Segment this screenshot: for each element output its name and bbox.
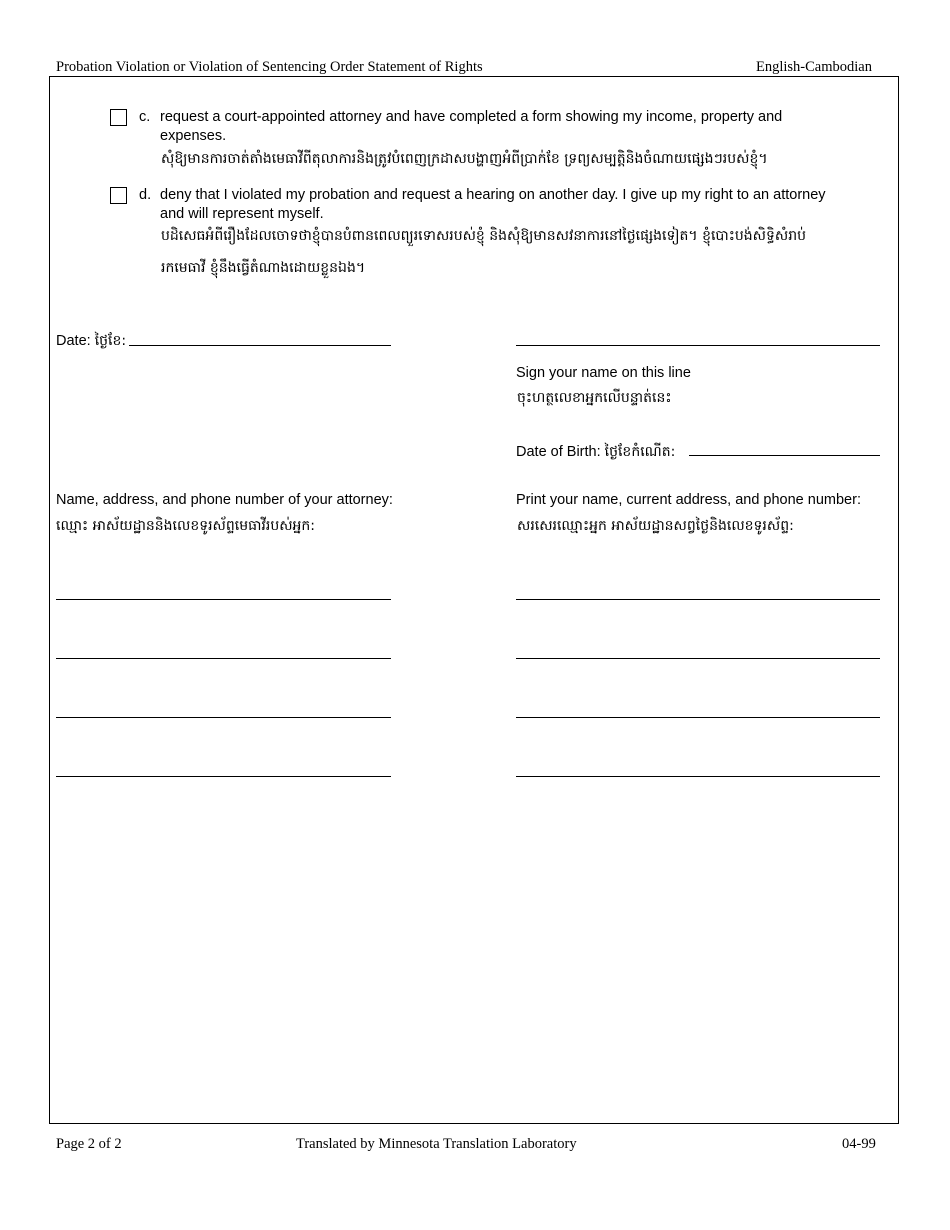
- language-label: English-Cambodian: [756, 59, 872, 75]
- signature-label-khmer: ចុះហត្ថលេខាអ្នកលើបន្ទាត់នេះ: [517, 390, 672, 406]
- option-c-text-line1: request a court-appointed attorney and have completed a form showing my income, property and: [160, 109, 783, 125]
- self-info-line-3[interactable]: [516, 717, 880, 718]
- option-d-text-line2: and will represent myself.: [160, 206, 324, 222]
- translation-credit: Translated by Minnesota Translation Laboratory: [296, 1136, 577, 1152]
- option-d-khmer-line2: រកមេធាវី ខ្ញុំនឹងធ្វើតំណាងដោយខ្លួនឯង។: [161, 260, 366, 276]
- self-info-label-khmer: សរសេរឈ្មោះអ្នក អាស័យដ្ឋានសព្វថ្ងៃនិងលេខទូរស័ព្ទ:: [517, 518, 794, 534]
- option-d-letter: d.: [139, 187, 152, 203]
- page-number: Page 2 of 2: [56, 1136, 122, 1152]
- dob-label-en: Date of Birth:: [516, 444, 601, 460]
- attorney-line-4[interactable]: [56, 776, 391, 777]
- dob-label: [516, 442, 675, 463]
- option-d-text-line1: deny that I violated my probation and request a hearing on another day. I give up my right to an attorney: [160, 187, 826, 203]
- self-info-label: Print your name, current address, and phone number:: [516, 492, 861, 508]
- option-c-text-line2: expenses.: [160, 128, 227, 144]
- option-d-khmer-line1: បដិសេធអំពីរឿងដែលចោទថាខ្ញុំបានបំពានពេលព្យួរទោសរបស់ខ្ញុំ និងសុំឱ្យមានសវនាការនៅថ្ងៃផ្សេងទៀត។ ខ្ញុំបោះបង់សិទ្ធិសំរាប់: [161, 228, 806, 244]
- attorney-line-1[interactable]: [56, 599, 391, 600]
- self-info-line-1[interactable]: [516, 599, 880, 600]
- option-c-letter: c.: [139, 109, 151, 125]
- option-c-checkbox[interactable]: [110, 109, 127, 126]
- option-c-khmer: សុំឱ្យមានការចាត់តាំងមេធាវីពីតុលាការនិងត្រូវបំពេញក្រដាសបង្ហាញអំពីប្រាក់ខែ ទ្រព្យសម្បត្តិនិងចំណាយផ្សេងៗរបស់ខ្ញុំ។: [161, 151, 768, 167]
- date-input-line[interactable]: [129, 345, 391, 346]
- attorney-line-3[interactable]: [56, 717, 391, 718]
- attorney-label: Name, address, and phone number of your attorney:: [56, 492, 393, 508]
- date-label-en: Date:: [56, 333, 91, 349]
- signature-label: Sign your name on this line: [516, 365, 691, 381]
- date-label-km: ថ្ងៃខែ:: [94, 333, 127, 349]
- attorney-label-khmer: ឈ្មោះ អាស័យដ្ឋាននិងលេខទូរស័ព្ទមេធាវីរបស់អ្នក:: [56, 518, 316, 534]
- form-code: 04-99: [842, 1136, 876, 1152]
- self-info-line-2[interactable]: [516, 658, 880, 659]
- attorney-line-2[interactable]: [56, 658, 391, 659]
- date-label: [56, 331, 126, 352]
- dob-label-km: ថ្ងៃខែកំណើត:: [604, 444, 676, 460]
- option-d-checkbox[interactable]: [110, 187, 127, 204]
- form-title: Probation Violation or Violation of Sentencing Order Statement of Rights: [56, 59, 483, 75]
- signature-line[interactable]: [516, 345, 880, 346]
- self-info-line-4[interactable]: [516, 776, 880, 777]
- dob-input-line[interactable]: [689, 455, 880, 456]
